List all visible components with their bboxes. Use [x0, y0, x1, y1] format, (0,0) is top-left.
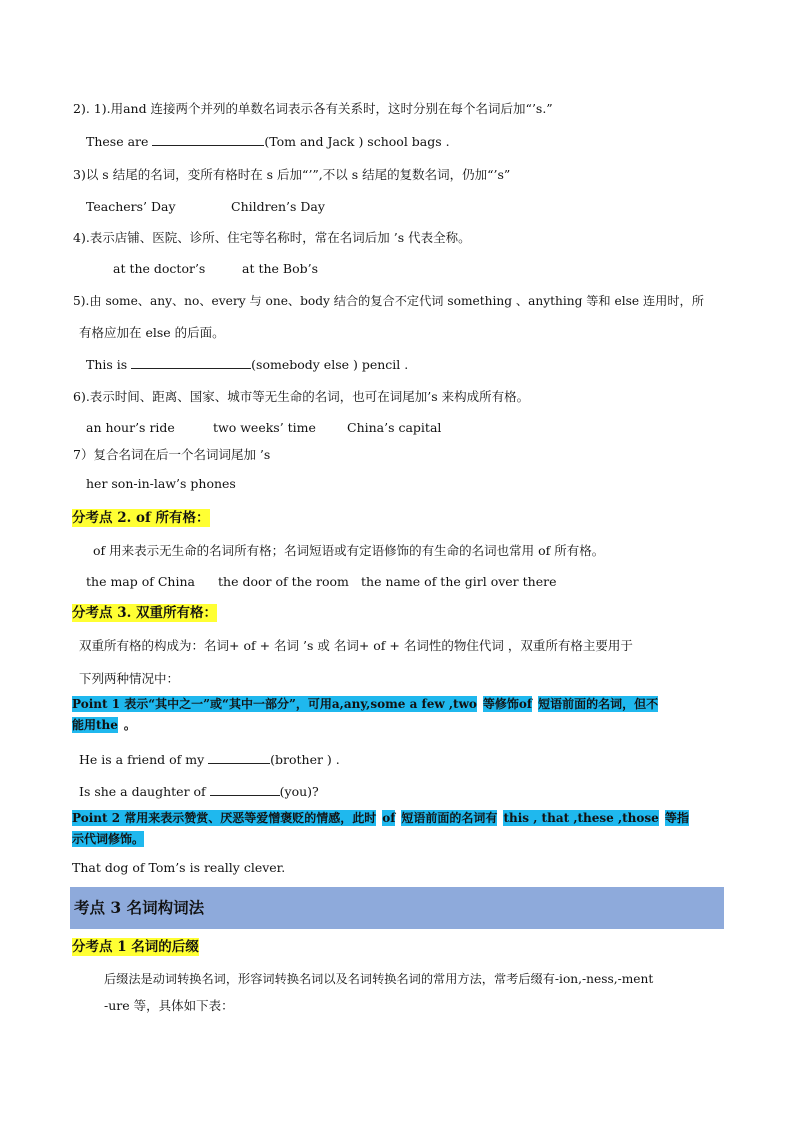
- rule2: 2). 1).用and 连接两个并列的单数名词表示各有关系时，这时分别在每个名词后加“’s.”: [73, 101, 553, 116]
- point2-of: of: [382, 811, 396, 825]
- point1-lead: Point 1 表示“其中之一”或“其中一部分”，可用: [72, 697, 332, 711]
- rule5-example: [86, 356, 408, 374]
- sub3-description-line2: 下列两种情况中：: [79, 671, 180, 686]
- rule4: 4).表示店铺、医院、诊所、住宅等名称时，常在名词后加 ’s 代表全称。: [73, 230, 471, 245]
- section3-sub1-heading: [72, 938, 199, 956]
- answer-blank[interactable]: [131, 356, 251, 369]
- point2-end: 等指: [664, 811, 689, 825]
- point1-end: 。: [123, 718, 136, 732]
- point1-example-2: [79, 783, 319, 801]
- example-suffix: (somebody else ) pencil .: [251, 357, 409, 372]
- section3-title: 考点 3 名词构词法: [74, 898, 205, 917]
- sub2-heading: [72, 509, 210, 527]
- example-suffix: (you)?: [279, 784, 319, 799]
- rule6-example-2: two weeks’ time: [213, 420, 316, 435]
- sub3-heading: [72, 604, 217, 622]
- sub2-example-1: the map of China: [86, 574, 195, 589]
- point2-line1: [72, 809, 689, 827]
- point2-line2: [72, 830, 144, 848]
- rule6: 6).表示时间、距离、国家、城市等无生命的名词，也可在词尾加’s 来构成所有格。: [73, 389, 530, 404]
- rule5-line2: 有格应加在 else 的后面。: [79, 325, 225, 340]
- point2-mid: 短语前面的名词有: [401, 811, 498, 825]
- point2-words: this , that ,these ,those: [503, 811, 659, 825]
- point1-words: a,any,some a few ,two: [331, 697, 477, 711]
- answer-blank[interactable]: [152, 133, 264, 146]
- rule3: 3)以 s 结尾的名词，变所有格时在 s 后加“’”,不以 s 结尾的复数名词，仍加“’s”: [73, 167, 511, 182]
- sub2-example-3: the name of the girl over there: [361, 574, 557, 589]
- rule6-example-3: China’s capital: [347, 420, 442, 435]
- section3-sub1-text: 分考点 1 名词的后缀: [72, 939, 199, 955]
- rule7-example: her son-in-law’s phones: [86, 476, 236, 491]
- answer-blank[interactable]: [210, 783, 280, 796]
- example-suffix: (brother ) .: [270, 752, 340, 767]
- sub2-description: of 用来表示无生命的名词所有格；名词短语或有定语修饰的有生命的名词也常用 of 所有格。: [93, 543, 605, 558]
- example-prefix: He is a friend of my: [79, 752, 209, 767]
- sub2-heading-text: 分考点 2. of 所有格：: [72, 510, 210, 526]
- example-suffix: (Tom and Jack ) school bags .: [264, 134, 450, 149]
- sub2-example-2: the door of the room: [218, 574, 349, 589]
- rule3-example-1: Teachers’ Day: [86, 199, 176, 214]
- rule6-example-1: an hour’s ride: [86, 420, 175, 435]
- rule4-example-2: at the Bob’s: [242, 261, 318, 276]
- point1-line2-pre: 能用: [72, 718, 97, 732]
- point1-line1: [72, 695, 658, 713]
- point1-line2: [72, 716, 136, 734]
- point1-of: of: [518, 697, 533, 711]
- point2-line2-text: 示代词修饰。: [72, 832, 145, 846]
- rule2-example: [86, 133, 450, 151]
- rule5-line1: 5).由 some、any、no、every 与 one、body 结合的复合不定代词 something 、anything 等和 else 连用时，所: [73, 294, 704, 308]
- section3-description-line2: -ure 等，具体如下表：: [104, 998, 234, 1013]
- point1-mid1: 等修饰: [482, 697, 519, 711]
- point1-example-1: [79, 751, 340, 769]
- answer-blank[interactable]: [208, 751, 270, 764]
- point2-lead: Point 2 常用来表示赞赏、厌恶等爱憎褒贬的情感，此时: [72, 811, 377, 825]
- rule7: 7）复合名词在后一个名词词尾加 ’s: [73, 447, 271, 462]
- example-prefix: This is: [86, 357, 132, 372]
- section3-title-banner: [70, 887, 724, 929]
- point1-mid2: 短语前面的名词，但不: [538, 697, 659, 711]
- sub3-heading-text: 分考点 3. 双重所有格：: [72, 605, 217, 621]
- rule3-example-2: Children’s Day: [231, 199, 325, 214]
- example-prefix: Is she a daughter of: [79, 784, 210, 799]
- example-prefix: These are: [86, 134, 153, 149]
- sub3-description-line1: 双重所有格的构成为：名词+ of + 名词 ’s 或 名词+ of + 名词性的物住代词 ，双重所有格主要用于: [79, 638, 633, 653]
- section3-description-line1: 后缀法是动词转换名词，形容词转换名词以及名词转换名词的常用方法，常考后缀有-ion,-ness,-ment: [104, 972, 654, 986]
- rule4-example-1: at the doctor’s: [113, 261, 206, 276]
- point1-the: the: [96, 718, 118, 732]
- point2-example: That dog of Tom’s is really clever.: [72, 860, 286, 875]
